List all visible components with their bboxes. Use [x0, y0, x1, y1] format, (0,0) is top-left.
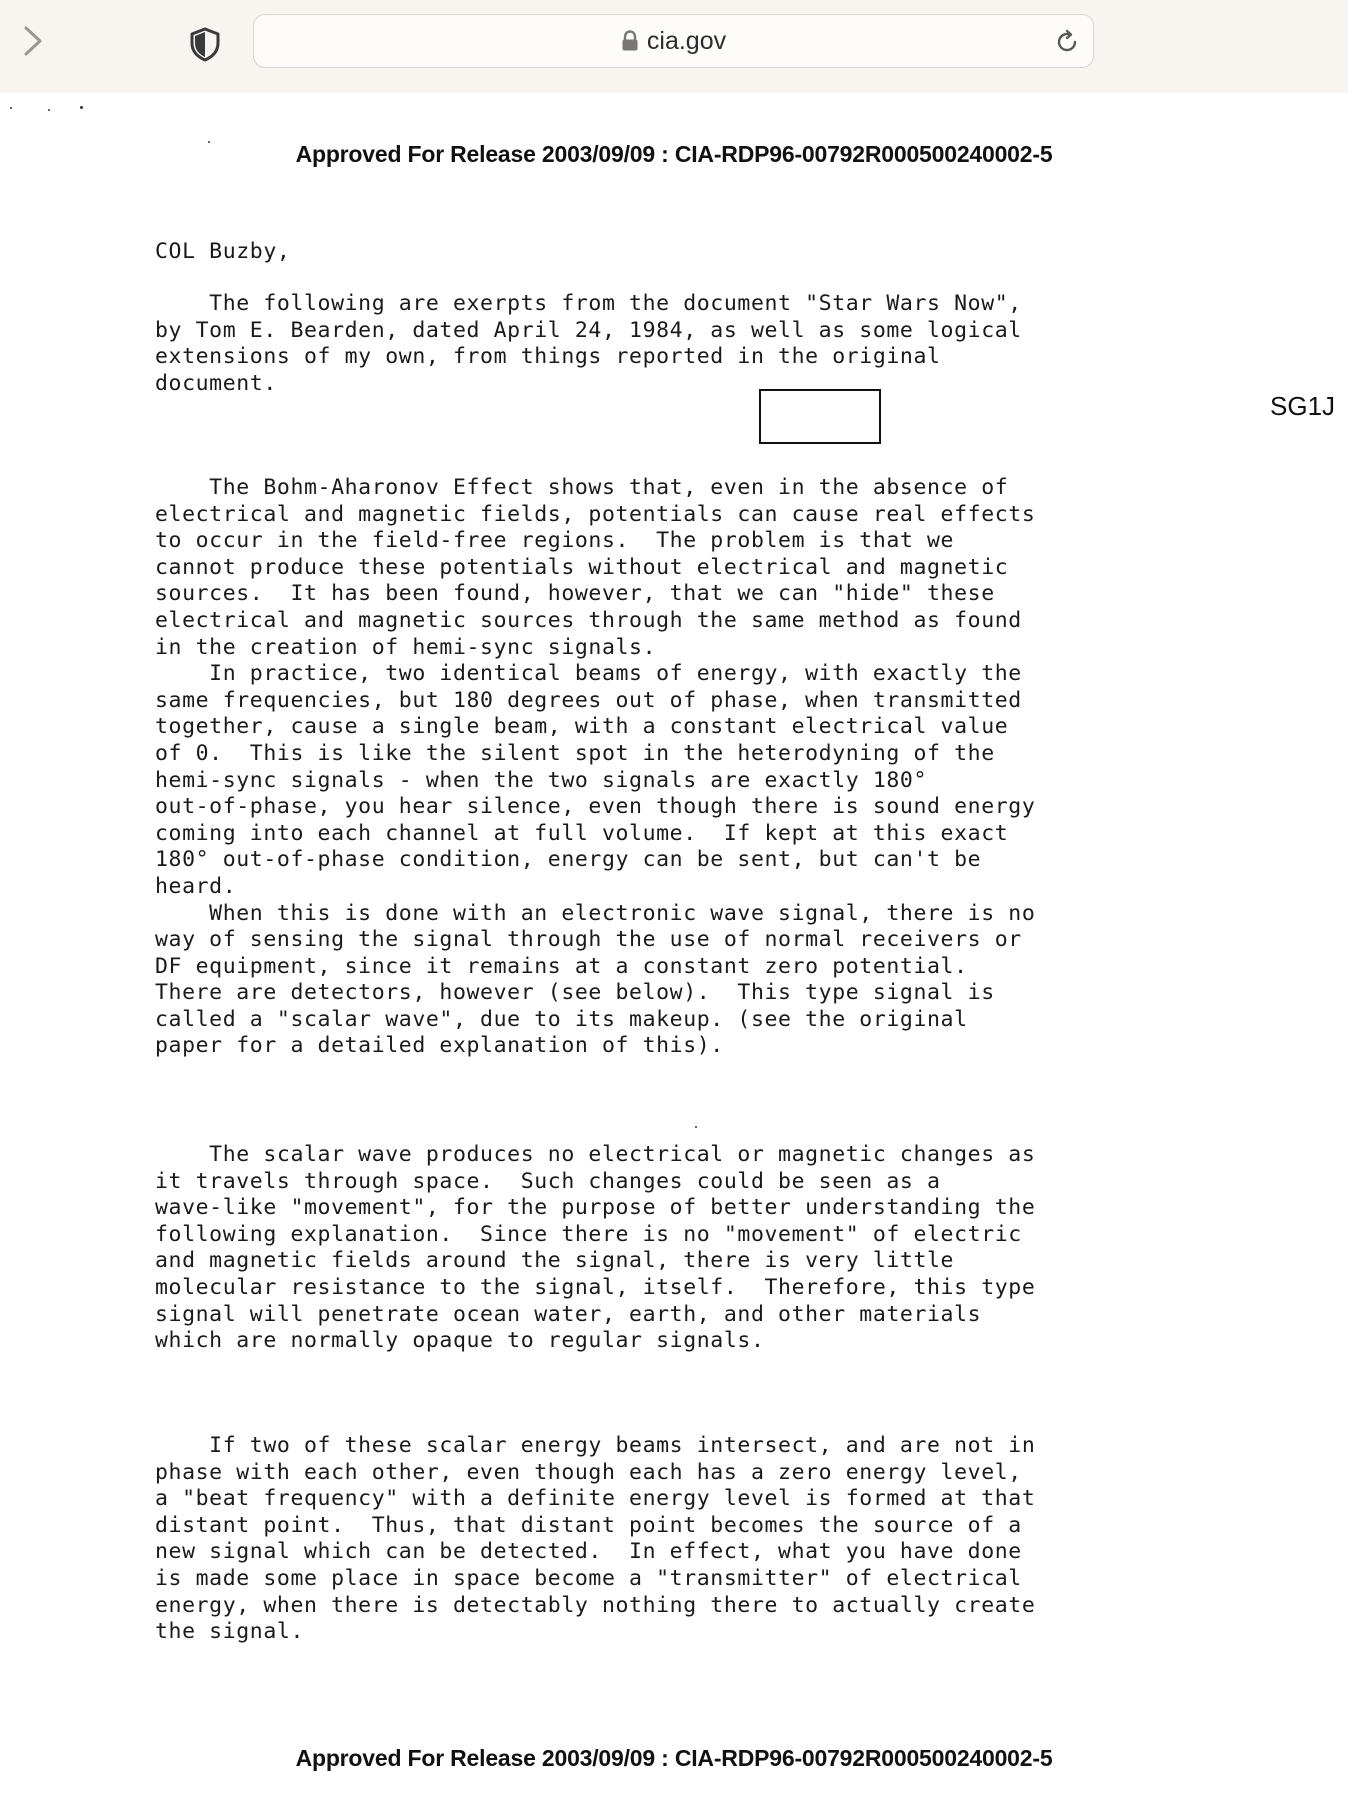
salutation: COL Buzby, — [155, 239, 291, 264]
lock-icon — [621, 30, 639, 52]
scan-speck — [80, 106, 83, 109]
paragraph-intro: The following are exerpts from the document "Star Wars Now", by Tom E. Bearden, dated April 24, 1984, as well as some logical extensions of my own, from things reported in the original document. — [155, 291, 1022, 396]
url-text: cia.gov — [646, 26, 727, 55]
paragraph-beat-frequency: If two of these scalar energy beams intersect, and are not in phase with each other, even though each has a zero energy level, a "beat frequency" with a definite energy level is formed at that distant point. Thus, that distant point becomes the source of a new signal which can be detected. In effect, what you have done is made some place in space become a "transmitter" of electrical energy, when there is detectably nothing there to actually create the signal. — [155, 1433, 1036, 1645]
scan-speck — [695, 1126, 697, 1128]
scan-speck — [10, 107, 12, 109]
scan-speck — [48, 109, 50, 111]
browser-toolbar — [0, 0, 1348, 94]
reload-icon[interactable] — [1053, 28, 1081, 56]
paragraph-bohm-aharonov: The Bohm-Aharonov Effect shows that, even in the absence of electrical and magnetic fields, potentials can cause real effects to occur in the field-free regions. The problem is that we cannot produce these potentials without electrical and magnetic sources. It has been found, however, that we can "hide" these electrical and magnetic sources through the same method as found in the creation of hemi-sync signals. In practice, two identical beams of energy, with exactly the same frequencies, but 180 degrees out of phase, when transmitted together, cause a single beam, with a constant electrical value of 0. This is like the silent spot in the heterodyning of the hemi-sync signals - when the two signals are exactly 180° out-of-phase, you hear silence, even though there is sound energy coming into each channel at full volume. If kept at this exact 180° out-of-phase condition, energy can be sent, but can't be heard. When this is done with an electronic wave signal, there is no way of sensing the signal through the use of normal receivers or DF equipment, since it remains at a constant zero potential. There are detectors, however (see below). This type signal is called a "scalar wave", due to its makeup. (see the original paper for a detailed explanation of this). — [155, 475, 1036, 1059]
address-bar[interactable] — [253, 14, 1094, 68]
release-header: Approved For Release 2003/09/09 : CIA-RDP96-00792R000500240002-5 — [295, 141, 1053, 167]
chevron-right-icon[interactable] — [16, 22, 52, 60]
paragraph-scalar-wave: The scalar wave produces no electrical or magnetic changes as it travels through space. Such changes could be seen as a wave-like "movement", for the purpose of better understanding the following explanation. Since there is no "movement" of electric and magnetic fields around the signal, there is very little molecular resistance to the signal, itself. Therefore, this type signal will penetrate ocean water, earth, and other materials which are normally opaque to regular signals. — [155, 1142, 1036, 1354]
classification-stamp: SG1J — [1270, 391, 1336, 421]
document-page — [0, 93, 1348, 1802]
release-footer: Approved For Release 2003/09/09 : CIA-RDP96-00792R000500240002-5 — [295, 1745, 1053, 1771]
redaction-box — [759, 389, 881, 444]
shield-icon[interactable] — [188, 26, 222, 62]
